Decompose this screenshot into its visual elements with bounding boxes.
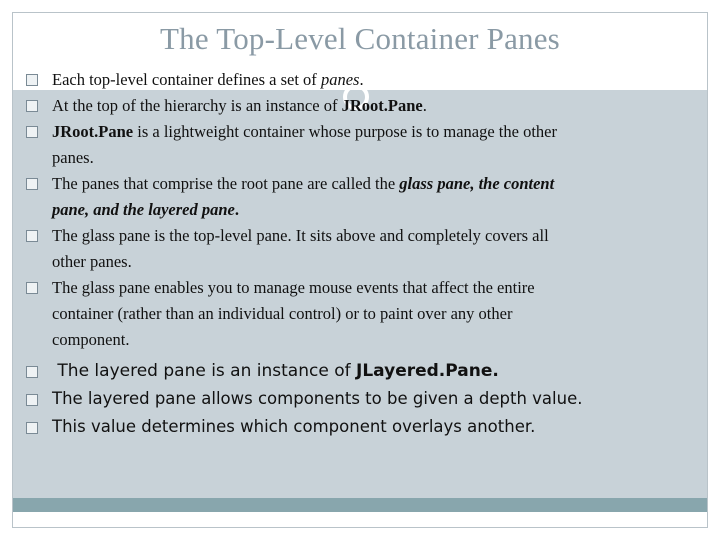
bullet-emphasis: pane, and the layered pane: [52, 200, 235, 219]
bullet-item: [26, 119, 686, 171]
slide-title: The Top-Level Container Panes: [160, 21, 560, 56]
bullet-list: [26, 67, 686, 441]
bullet-text: The layered pane is an instance of: [52, 361, 356, 381]
bullet-emphasis: JRoot.Pane: [52, 122, 134, 141]
bullet-emphasis: glass pane, the content: [399, 174, 555, 193]
bullet-marker-icon: [26, 282, 38, 294]
bullet-text: .: [492, 361, 499, 381]
bullet-item: [26, 67, 686, 93]
bullet-text: .: [234, 200, 239, 219]
bullet-item: [26, 171, 686, 223]
bullet-text: At the top of the hierarchy is an instance of: [52, 96, 342, 115]
bullet-text: container (rather than an individual control) or to paint over any other: [52, 304, 513, 323]
bullet-marker-icon: [26, 230, 38, 242]
bullet-text: The glass pane enables you to manage mouse events that affect the entire: [52, 278, 535, 297]
bullet-marker-icon: [26, 74, 38, 86]
bullet-text: The layered pane allows components to be given a depth value.: [52, 389, 583, 408]
bullet-emphasis: JRoot.Pane: [341, 96, 423, 115]
bullet-text: is a lightweight container whose purpose is to manage the other: [133, 122, 557, 141]
bullet-text: panes.: [52, 148, 94, 167]
bullet-text: .: [359, 70, 364, 89]
bullet-text: Each top-level container defines a set of: [52, 70, 321, 89]
title-area: [13, 13, 707, 65]
bullet-marker-icon: [26, 422, 38, 434]
bullet-text: .: [422, 96, 427, 115]
bullet-item: [26, 93, 686, 119]
bullet-text: The glass pane is the top-level pane. It sits above and completely covers all: [52, 226, 549, 245]
bullet-text: component.: [52, 330, 130, 349]
bullet-emphasis: panes: [320, 70, 360, 89]
bullet-item: [26, 413, 686, 441]
bullet-emphasis: JLayered.Pane: [356, 361, 493, 381]
bullet-item: [26, 223, 686, 275]
bullet-item: [26, 275, 686, 353]
footer-band: [13, 498, 707, 512]
bullet-marker-icon: [26, 126, 38, 138]
bullet-marker-icon: [26, 178, 38, 190]
bullet-marker-icon: [26, 100, 38, 112]
bullet-text: This value determines which component overlays another.: [52, 417, 536, 436]
bullet-item: [26, 357, 686, 385]
bullet-marker-icon: [26, 366, 38, 378]
bullet-marker-icon: [26, 394, 38, 406]
bullet-text: other panes.: [52, 252, 132, 271]
bullet-item: [26, 385, 686, 413]
bullet-text: The panes that comprise the root pane are called the: [52, 174, 400, 193]
